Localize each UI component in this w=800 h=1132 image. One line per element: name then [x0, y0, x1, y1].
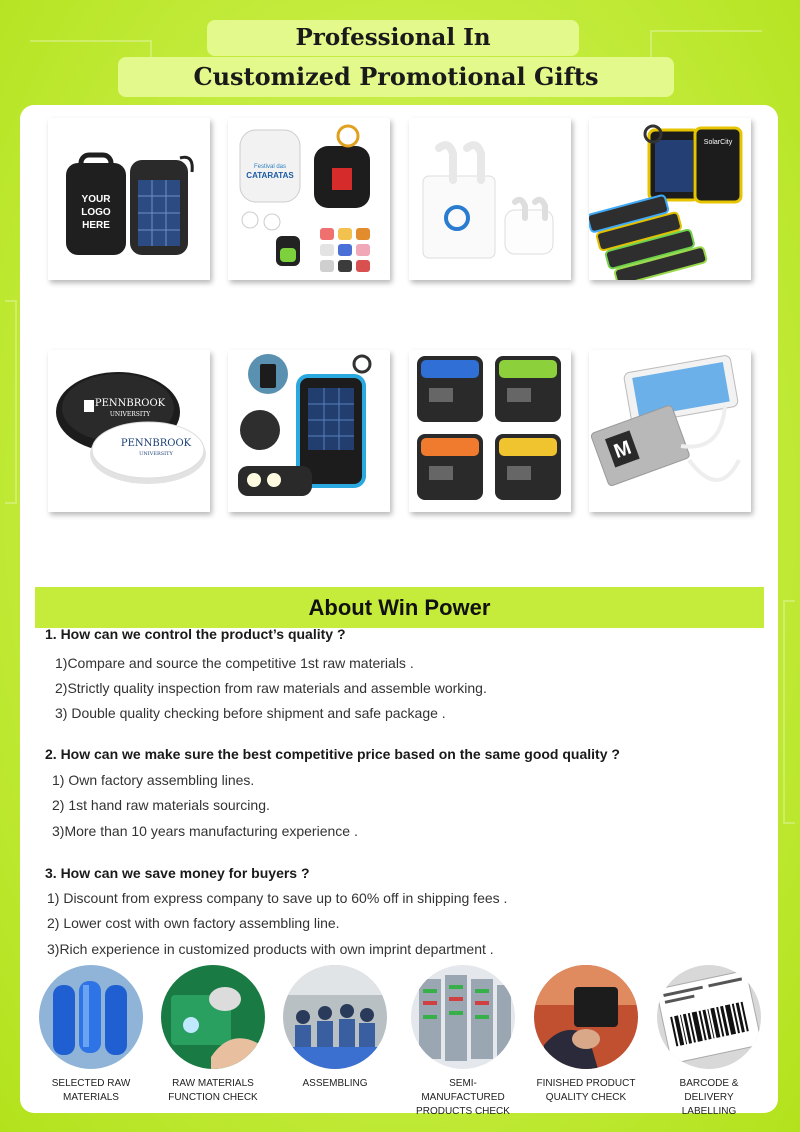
process-step-raw-materials [39, 965, 143, 1105]
circuit-decoration [5, 300, 17, 504]
faq-answer-3-2: 2) Lower cost with own factory assembling line. [47, 915, 340, 931]
process-step-labelling [657, 965, 761, 1119]
svg-text:LOGO: LOGO [81, 207, 111, 218]
header-title-line1: Professional In [207, 20, 579, 56]
faq-answer-3-3: 3)Rich experience in customized products with own imprint department . [47, 941, 494, 957]
faq-answer-1-3: 3) Double quality checking before shipment and safe package . [55, 705, 446, 721]
faq-question-1: 1. How can we control the product’s quality ? [45, 626, 346, 642]
step-label-line2: QUALITY CHECK [545, 1092, 627, 1103]
svg-text:PENNBROOK: PENNBROOK [94, 398, 166, 409]
step-label-line2: LABELLING [681, 1106, 737, 1117]
product-slim-power-bank[interactable] [589, 350, 751, 512]
step-label-line2: PRODUCTS CHECK [416, 1106, 510, 1117]
header-title-line2: Customized Promotional Gifts [118, 57, 674, 97]
step-label-line1: ASSEMBLING [302, 1078, 368, 1089]
faq-answer-1-1: 1)Compare and source the competitive 1st raw materials . [55, 655, 414, 671]
about-title: About Win Power [35, 587, 764, 628]
battery-cells-icon [39, 965, 143, 1069]
step-label-line2: MATERIALS [63, 1092, 119, 1103]
svg-text:UNIVERSITY: UNIVERSITY [139, 451, 173, 457]
quality-inspection-icon [534, 965, 638, 1069]
portable-power-stations-icon [409, 350, 571, 512]
svg-text:Festival das: Festival das [253, 164, 287, 170]
svg-text:SolarCity: SolarCity [703, 139, 733, 146]
product-wireless-charger[interactable] [48, 350, 210, 512]
barcode-label-icon [657, 965, 761, 1069]
process-step-semi-check [411, 965, 515, 1119]
testing-racks-icon [411, 965, 515, 1069]
step-label-line1: SEMI-MANUFACTURED [421, 1078, 505, 1103]
faq-question-3: 3. How can we save money for buyers ? [45, 865, 310, 881]
airpods-case-covers-icon [228, 118, 390, 280]
wireless-earbuds-icon [409, 118, 571, 280]
product-wireless-earbuds[interactable] [409, 118, 571, 280]
process-step-quality-check [534, 965, 638, 1105]
svg-text:YOUR: YOUR [81, 194, 111, 205]
step-label-line1: RAW MATERIALS [172, 1078, 254, 1089]
faq-answer-2-3: 3)More than 10 years manufacturing experience . [52, 823, 358, 839]
svg-text:HERE: HERE [82, 220, 110, 231]
solar-flashlight-power-bank-icon [228, 350, 390, 512]
process-step-function-check [161, 965, 265, 1105]
process-step-assembling [283, 965, 387, 1091]
step-label-line1: FINISHED PRODUCT [536, 1078, 636, 1089]
product-airpods-case[interactable] [228, 118, 390, 280]
svg-text:M: M [611, 436, 635, 464]
slim-power-bank-phone-icon [589, 350, 751, 512]
circuit-decoration [783, 600, 795, 824]
product-solar-flashlight-bank[interactable] [228, 350, 390, 512]
solar-power-bank-logo-icon [48, 118, 210, 280]
wireless-charger-pads-icon [48, 350, 210, 512]
product-power-stations[interactable] [409, 350, 571, 512]
faq-answer-1-2: 2)Strictly quality inspection from raw materials and assemble working. [55, 680, 487, 696]
step-label-line2: FUNCTION CHECK [168, 1092, 258, 1103]
step-label-line1: SELECTED RAW [51, 1078, 131, 1089]
faq-answer-3-1: 1) Discount from express company to save up to 60% off in shipping fees . [47, 890, 508, 906]
faq-answer-2-1: 1) Own factory assembling lines. [52, 772, 255, 788]
faq-answer-2-2: 2) 1st hand raw materials sourcing. [52, 797, 270, 813]
svg-text:PENNBROOK: PENNBROOK [120, 438, 192, 449]
step-label-line1: BARCODE & DELIVERY [679, 1078, 739, 1103]
solar-power-banks-stack-icon [589, 118, 751, 280]
function-test-icon [161, 965, 265, 1069]
svg-text:CATARATAS: CATARATAS [246, 171, 294, 180]
faq-question-2: 2. How can we make sure the best competitive price based on the same good quality ? [45, 746, 620, 762]
assembly-line-icon [283, 965, 387, 1069]
svg-text:UNIVERSITY: UNIVERSITY [109, 411, 151, 418]
product-solar-power-bank-stack[interactable] [589, 118, 751, 280]
product-solar-power-bank[interactable] [48, 118, 210, 280]
